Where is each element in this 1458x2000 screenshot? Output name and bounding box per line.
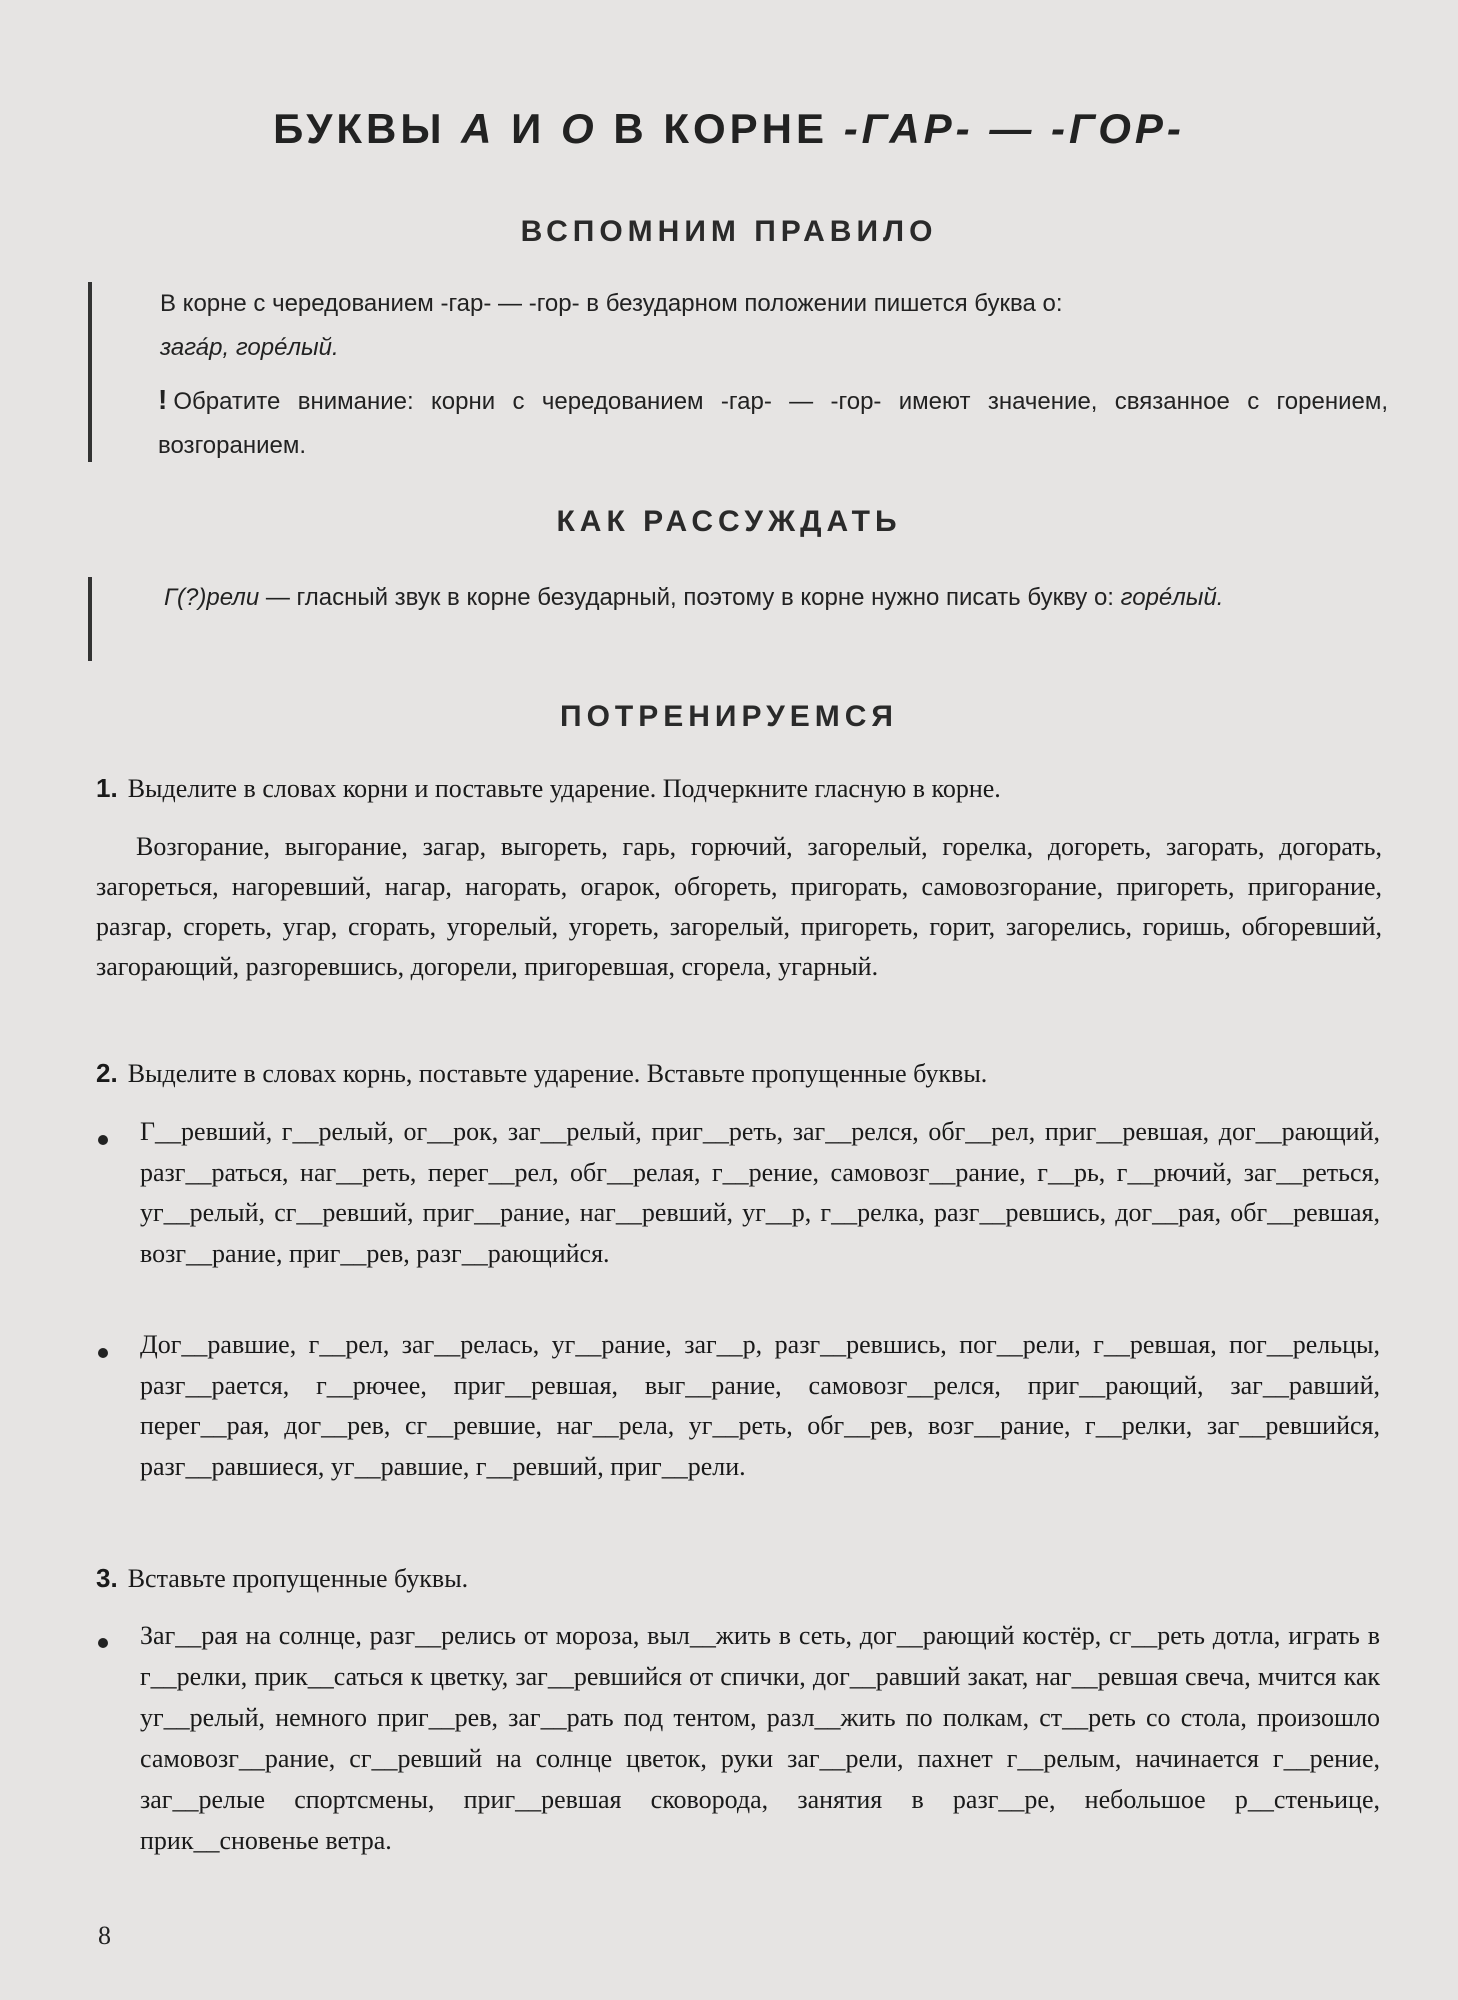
bullet-icon — [98, 1135, 108, 1145]
rule-examples: зага́р, горе́лый. — [160, 334, 339, 361]
task-1-number: 1. — [96, 773, 118, 803]
page-title — [0, 105, 1458, 153]
title-letter-o: О — [561, 105, 598, 152]
rule-note — [118, 378, 1388, 468]
task-1-title — [96, 773, 1396, 804]
rule-text: В корне с чередованием -гар- — -гор- в безударном положении пишется буква о: — [160, 290, 1063, 317]
reasoning-word: Г(?)рели — [164, 584, 260, 611]
rule-heading: ВСПОМНИМ ПРАВИЛО — [520, 215, 938, 248]
task-3-instruction: Вставьте пропущенные буквы. — [127, 1564, 469, 1593]
task-3-exercise: Заг__рая на солнце, разг__релись от мороза, выл__жить в сеть, дог__рающий костёр, сг__реть дотла, играть в г__релки, прик__саться к цветку, заг__ревшийся от спички, дог__равший закат, наг__ревшая свеча, мчится как уг__релый, немного приг__рев, заг__рать под тентом, разл__жить по полкам, ст__реть со стола, произошло самовозг__рание, сг__ревший на солнце цветок, руки заг__рели, пахнет г__релым, начинается г__рение, заг__релые спортсмены, приг__ревшая сковорода, занятия в разг__ре, небольшое р__стеньице, прик__сновенье ветра. — [140, 1621, 1380, 1855]
rule-box — [118, 282, 1388, 468]
title-prefix: БУКВЫ — [273, 105, 462, 152]
note-mark: ! — [158, 384, 168, 415]
task-3-number: 3. — [96, 1563, 118, 1593]
reasoning-box — [118, 576, 1380, 620]
title-roots: -ГАР- — -ГОР- — [843, 105, 1185, 152]
bullet-icon — [98, 1638, 108, 1648]
task-2-exercise-2: Дог__равшие, г__рел, заг__релась, уг__рание, заг__р, разг__ревшись, пог__рели, г__ревшая, пог__рельцы, разг__рается, г__рючее, приг__ревшая, выг__рание, самовозг__релся, приг__рающий, заг__равший, перег__рая, дог__рев, сг__ревшие, наг__рела, уг__реть, обг__рев, возг__рание, г__релки, заг__ревшийся, разг__равшиеся, уг__равшие, г__ревший, приг__рели. — [140, 1330, 1380, 1481]
task-2-number: 2. — [96, 1058, 118, 1088]
task-1-instruction: Выделите в словах корни и поставьте ударение. Подчеркните гласную в корне. — [127, 774, 1001, 803]
task-3-title — [96, 1563, 1396, 1594]
task-1-words: Возгорание, выгорание, загар, выгореть, гарь, горючий, загорелый, горелка, догореть, загорать, догорать, загореться, нагоревший, нагар, нагорать, огарок, обгореть, пригорать, самовозгорание, пригореть, пригорание, разгар, сгореть, угар, сгорать, угорелый, угореть, загорелый, пригореть, горит, загорелись, горишь, обгоревший, загорающий, разгоревшись, догорели, пригоревшая, сгорела, угарный. — [96, 832, 1382, 981]
title-letter-a: А — [461, 105, 496, 152]
reasoning-heading: КАК РАССУЖДАТЬ — [556, 505, 902, 538]
title-conj: И — [495, 105, 562, 152]
reasoning-text: — гласный звук в корне безударный, поэтому в корне нужно писать букву о: — [259, 584, 1114, 611]
task-2-title — [96, 1058, 1396, 1089]
rule-bar — [88, 282, 92, 462]
reasoning-bar — [88, 577, 92, 661]
title-rest: В КОРНЕ — [597, 105, 844, 152]
task-2-instruction: Выделите в словах корнь, поставьте ударение. Вставьте пропущенные буквы. — [127, 1059, 988, 1088]
page-number: 8 — [98, 1921, 111, 1950]
practice-heading: ПОТРЕНИРУЕМСЯ — [560, 700, 898, 733]
rule-note-text: Обратите внимание: корни с чередованием -гар- — -гор- имеют значение, связанное с горением, возгоранием. — [158, 388, 1388, 459]
task-2-exercise-1: Г__ревший, г__релый, ог__рок, заг__релый, приг__реть, заг__релся, обг__рел, приг__ревшая, дог__рающий, разг__раться, наг__реть, перег__рел, обг__релая, г__рение, самовозг__рание, г__рь, г__рючий, заг__реться, уг__релый, сг__ревший, приг__рание, наг__ревший, уг__р, г__релка, разг__ревшись, дог__рая, обг__ревшая, возг__рание, приг__рев, разг__рающийся. — [140, 1117, 1380, 1268]
bullet-icon — [98, 1348, 108, 1358]
reasoning-example: горе́лый. — [1120, 584, 1224, 611]
